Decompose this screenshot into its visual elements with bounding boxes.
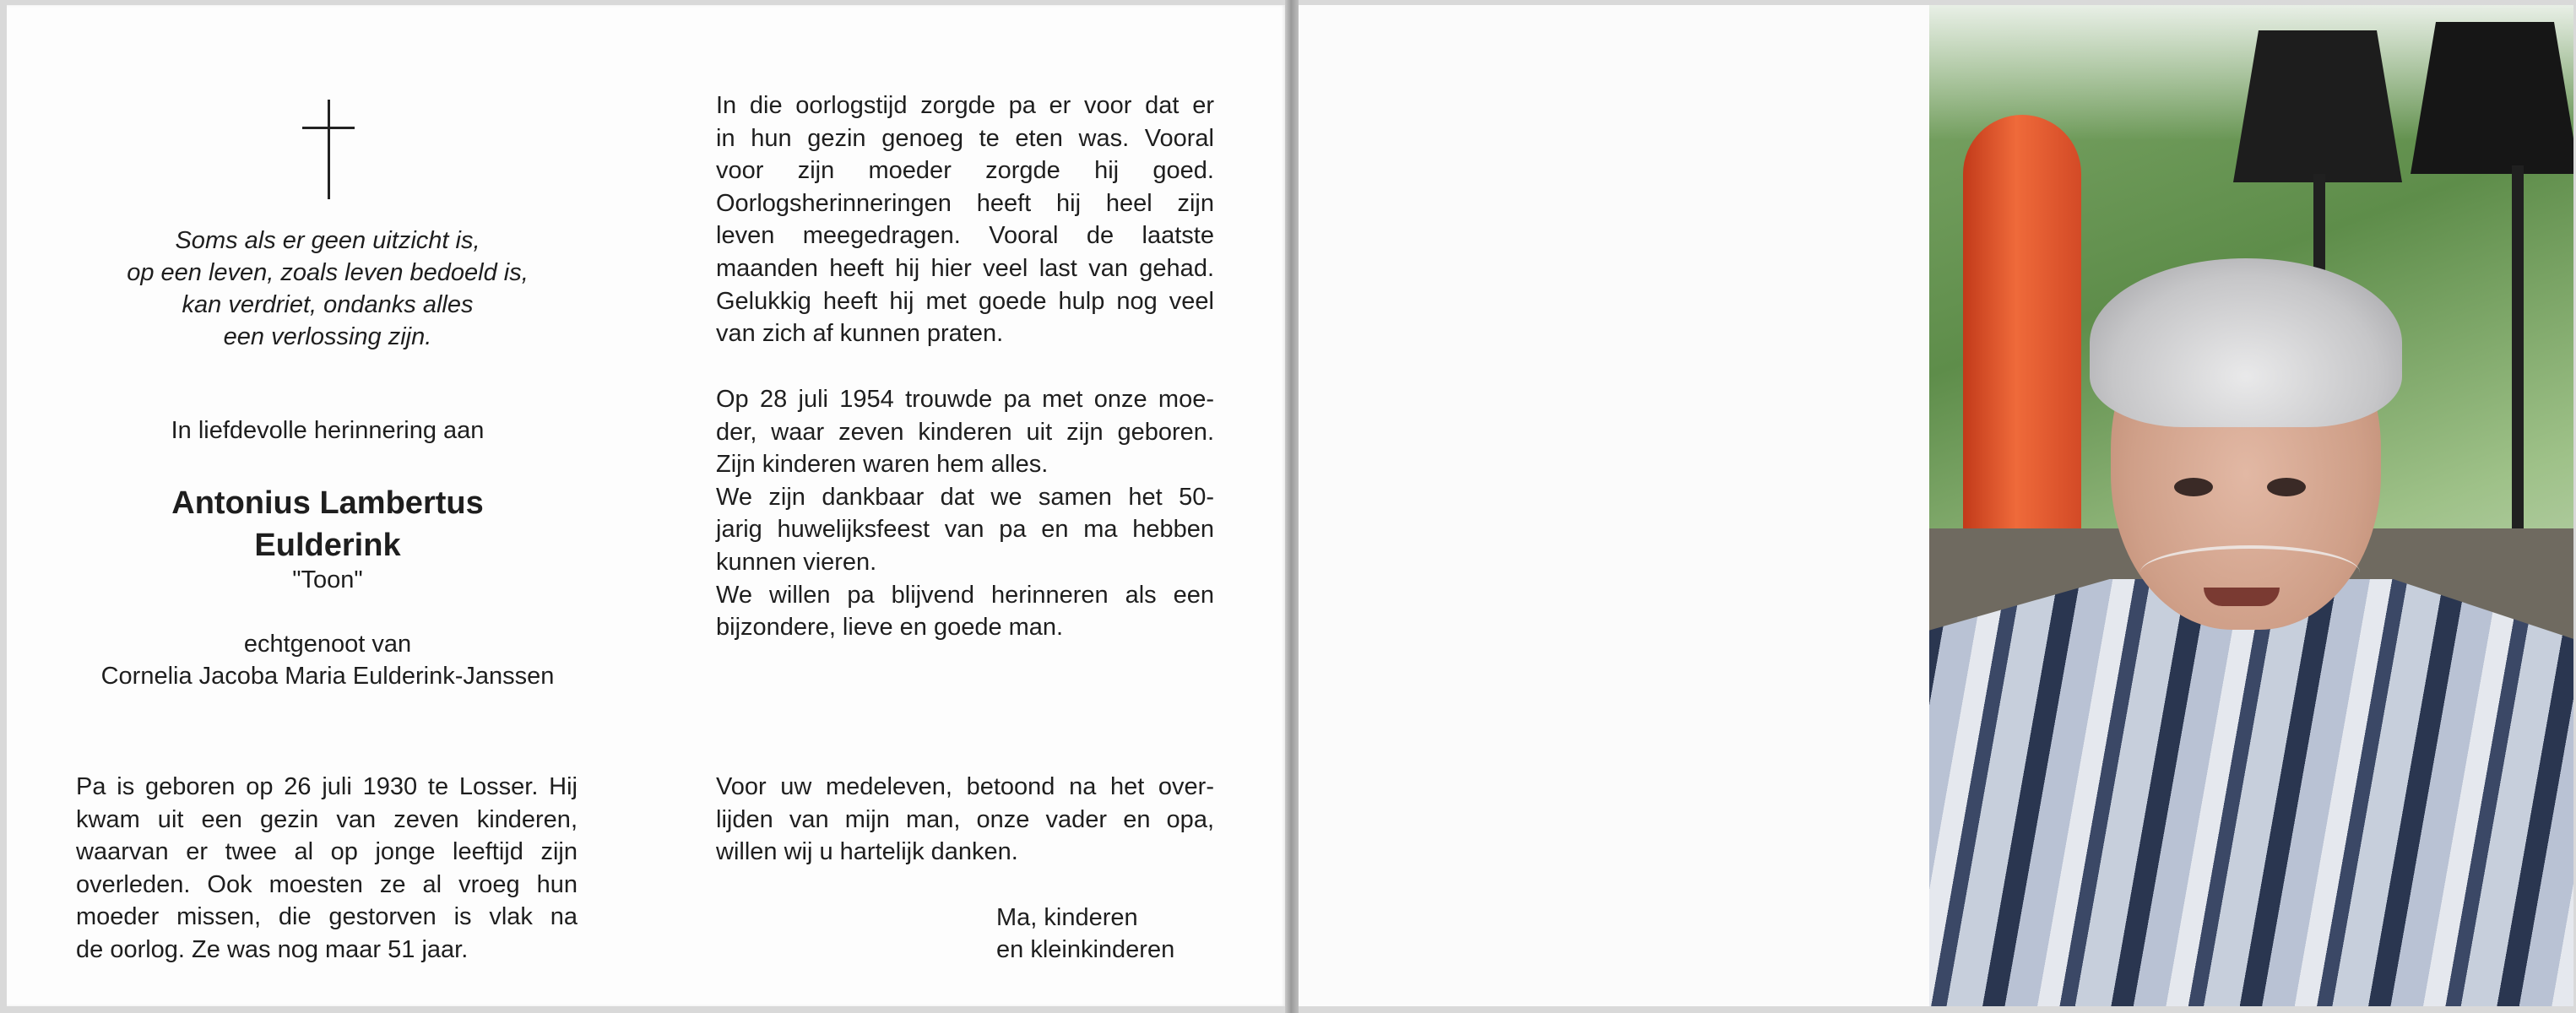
text-line: moeder missen, die gestorven is vlak na — [76, 903, 578, 931]
text-line: voor zijn moeder zorgde hij goed. — [716, 157, 1214, 185]
paragraph-thanks — [716, 771, 1214, 869]
intro-text: In liefdevolle herinnering aan — [171, 417, 485, 444]
signoff — [996, 902, 1174, 966]
text-line: maanden heeft hij hier veel last van gehad. — [716, 254, 1214, 282]
spouse-label: echtgenoot van — [243, 631, 412, 658]
poem — [83, 225, 572, 353]
text-line: kwam uit een gezin van zeven kinderen, — [76, 805, 578, 833]
text-line: willen wij u hartelijk danken. — [716, 838, 1018, 866]
text-line: bijzondere, lieve en goede man. — [716, 614, 1064, 642]
text-line: We zijn dankbaar dat we samen het 50- — [716, 483, 1214, 511]
text-line: Gelukkig heeft hij met goede hulp nog veel — [716, 287, 1214, 315]
text-line: We willen pa blijvend herinneren als een — [716, 581, 1214, 609]
signoff-line: Ma, kinderen — [996, 904, 1138, 931]
text-line: Pa is geboren op 26 juli 1930 te Losser. Hij — [76, 773, 578, 800]
text-line: der, waar zeven kinderen uit zijn geboren. — [716, 418, 1214, 446]
text-line: leven meegedragen. Vooral de laatste — [716, 222, 1214, 250]
deceased-name-line: Eulderink — [254, 528, 401, 563]
text-line: Op 28 juli 1954 trouwde pa met onze moe- — [716, 386, 1214, 413]
text-line: waarvan er twee al op jonge leeftijd zijn — [76, 838, 578, 866]
text-line: Zijn kinderen waren hem alles. — [716, 451, 1049, 479]
text-line: Oorlogsherinneringen heeft hij heel zijn — [716, 189, 1214, 217]
text-line: lijden van mijn man, onze vader en opa, — [716, 805, 1214, 833]
paragraph-birth — [76, 771, 578, 967]
signoff-line: en kleinkinderen — [996, 936, 1175, 963]
text-line: de oorlog. Ze was nog maar 51 jaar. — [76, 935, 469, 963]
text-line: Voor uw medeleven, betoond na het over- — [716, 773, 1214, 800]
text-line: In die oorlogstijd zorgde pa er voor dat er — [716, 92, 1214, 119]
cross-icon — [302, 100, 355, 199]
text-line: van zich af kunnen praten. — [716, 320, 1004, 348]
poem-line: Soms als er geen uitzicht is, — [175, 227, 480, 254]
deceased-name — [83, 482, 572, 566]
vase — [1963, 115, 2081, 554]
poem-line: een verlossing zijn. — [223, 323, 432, 350]
lamp-shade — [2411, 22, 2573, 174]
text-line: overleden. Ook moesten ze al vroeg hun — [76, 870, 578, 898]
spouse-info — [66, 628, 589, 692]
text-line: in hun gezin genoeg te eten was. Vooral — [716, 124, 1214, 152]
nickname: "Toon" — [292, 566, 363, 593]
lamp-shade — [2233, 30, 2402, 182]
spouse-name: Cornelia Jacoba Maria Eulderink-Janssen — [100, 663, 555, 690]
card-fold — [1285, 0, 1299, 1013]
hair — [2090, 258, 2402, 427]
paragraph-war — [716, 89, 1214, 350]
paragraph-marriage — [716, 383, 1214, 644]
text-line: kunnen vieren. — [716, 548, 877, 576]
poem-line: op een leven, zoals leven bedoeld is, — [127, 259, 529, 286]
striped-shirt — [1929, 579, 2573, 1006]
deceased-name-line: Antonius Lambertus — [171, 485, 484, 521]
memorial-card-inside — [7, 5, 1285, 1006]
portrait-photo — [1929, 5, 2573, 1006]
text-line: jarig huwelijksfeest van pa en ma hebben — [716, 516, 1214, 544]
poem-line: kan verdriet, ondanks alles — [182, 291, 474, 318]
